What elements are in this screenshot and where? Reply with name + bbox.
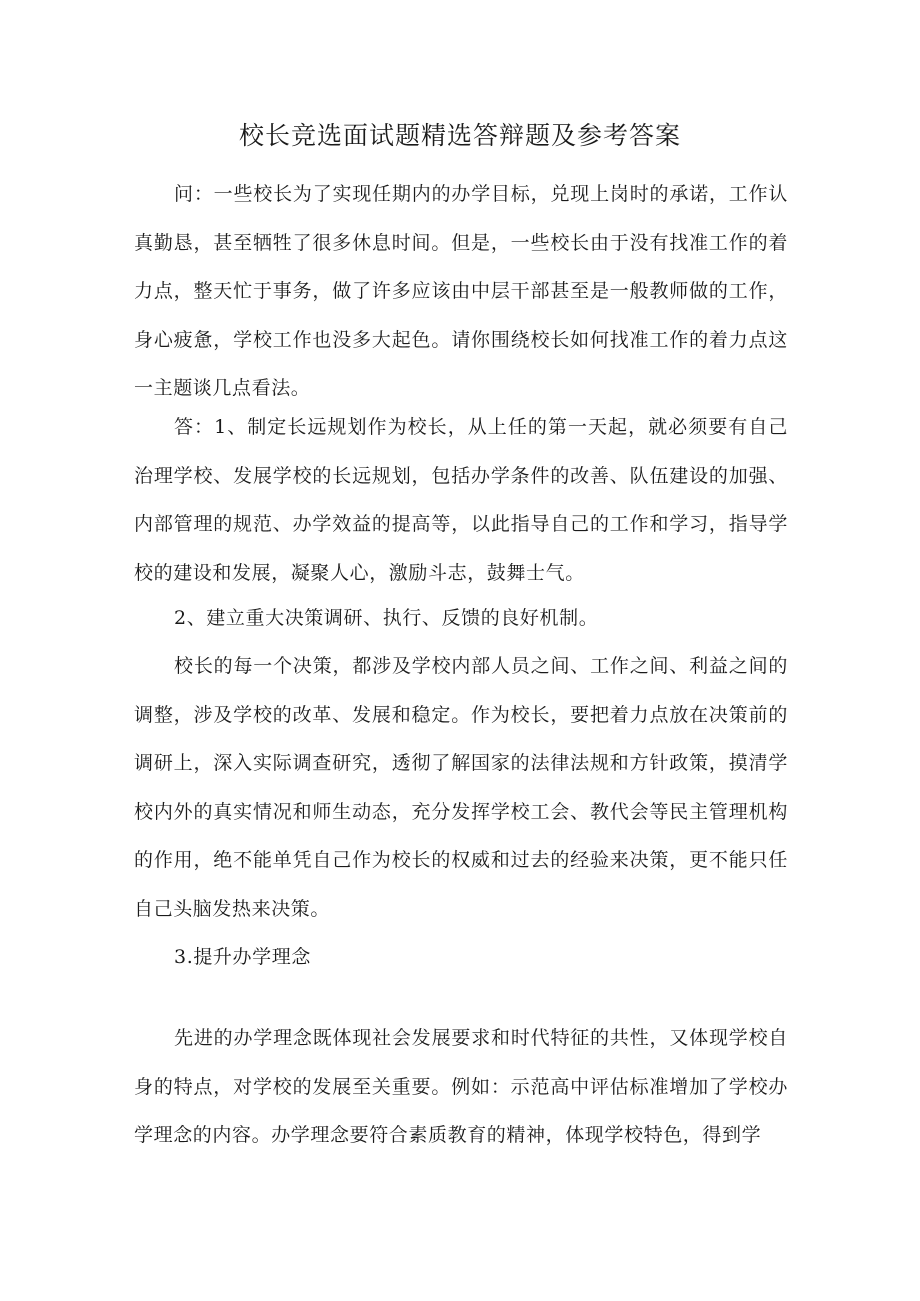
answer-heading-3: 3.提升办学理念 bbox=[174, 946, 311, 968]
answer-paragraph-3: 先进的办学理念既体现社会发展要求和时代特征的共性，又体现学校自身的特点，对学校的发展至关重要。例如：示范高中评估标准增加了学校办学理念的内容。办学理念要符合素质教育的精神，体现学校特色，得到学 bbox=[134, 1027, 788, 1146]
answer-paragraph-1: 答：1、制定长远规划作为校长，从上任的第一天起，就必须要有自己治理学校、发展学校的长远规划，包括办学条件的改善、队伍建设的加强、内部管理的规范、办学效益的提高等，以此指导自己的工作和学习，指导学校的建设和发展，凝聚人心，激励斗志，鼓舞士气。 bbox=[134, 416, 788, 584]
answer-paragraph-2: 校长的每一个决策，都涉及学校内部人员之间、工作之间、利益之间的调整，涉及学校的改革、发展和稳定。作为校长，要把着力点放在决策前的调研上，深入实际调查研究，透彻了解国家的法律法规和方针政策，摸清学校内外的真实情况和师生动态，充分发挥学校工会、教代会等民主管理机构的作用，绝不能单凭自己作为校长的权威和过去的经验来决策，更不能只任自己头脑发热来决策。 bbox=[134, 655, 788, 920]
document-title: 校长竞选面试题精选答辩题及参考答案 bbox=[238, 121, 681, 150]
answer-heading-2: 2、建立重大决策调研、执行、反馈的良好机制。 bbox=[174, 607, 599, 629]
question-paragraph: 问：一些校长为了实现任期内的办学目标，兑现上岗时的承诺，工作认真勤恳，甚至牺牲了很多休息时间。但是，一些校长由于没有找准工作的着力点，整天忙于事务，做了许多应该由中层干部甚至是一般教师做的工作，身心疲惫，学校工作也没多大起色。请你围绕校长如何找准工作的着力点这一主题谈几点看法。 bbox=[134, 183, 788, 399]
